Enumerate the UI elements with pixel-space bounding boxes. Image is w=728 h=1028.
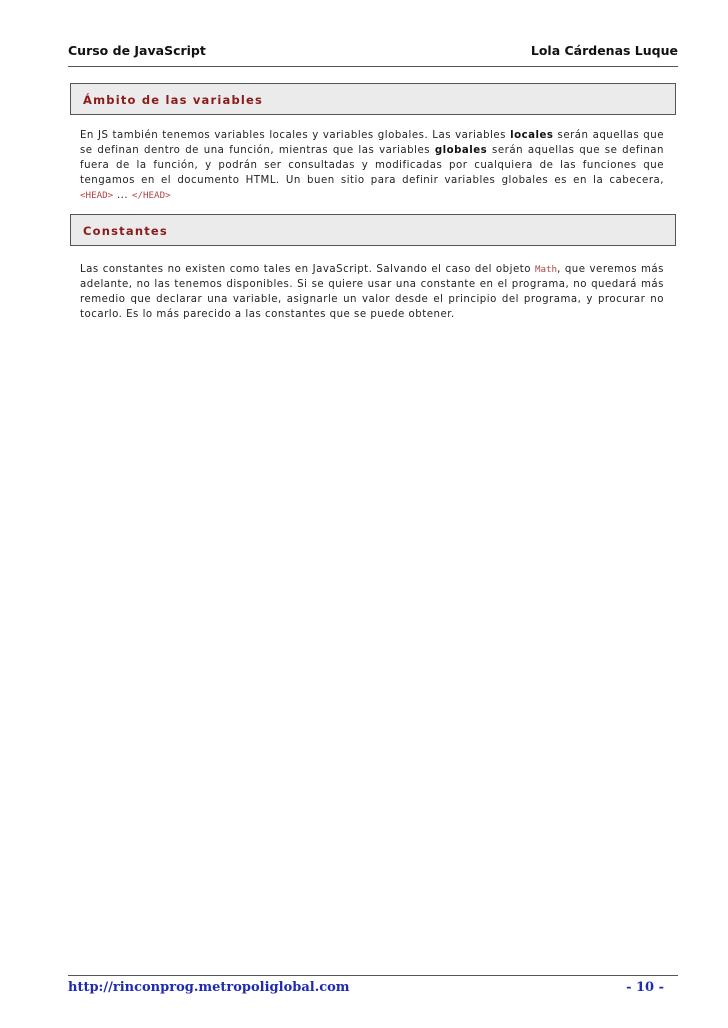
author-name: Lola Cárdenas Luque [530,43,678,58]
term-locales: locales [510,130,554,141]
page-footer [68,975,678,1000]
section-heading-box [70,214,676,246]
section-paragraph: Las constantes no existen como tales en JavaScript. Salvando el caso del objeto Math, que veremos más adelante, no las tenemos disponibles. Si se quiere usar una constante en el programa, no quedará más remedio que declarar una variable, asignarle un valor desde el principio del programa, y procurar no tocarlo. Es lo más parecido a las constantes que se puede obtener. [80,264,664,320]
code-head-close: </HEAD> [131,190,171,201]
site-url-link[interactable]: http://rinconprog.metropoliglobal.com [68,980,350,995]
code-math: Math [534,264,558,275]
section-heading: Ámbito de las variables [83,93,264,107]
term-globales: globales [434,145,488,156]
page-number: - 10 - [626,980,664,995]
section-heading-box [70,83,676,115]
section-heading: Constantes [83,224,168,238]
course-title: Curso de JavaScript [68,43,206,58]
page-header [68,40,678,67]
code-head-open: <HEAD> [80,190,114,201]
section-paragraph: En JS también tenemos variables locales y variables globales. Las variables locales serán aquellas que se definan dentro de una función, mientras que las variables globales serán aquellas que se definan fuera de la función, y podrán ser consultadas y modificadas por cualquiera de las funciones que tengamos en el documento HTML. Un buen sitio para definir variables globales es en la cabecera, <HEAD> ... </HEAD> [80,130,664,201]
